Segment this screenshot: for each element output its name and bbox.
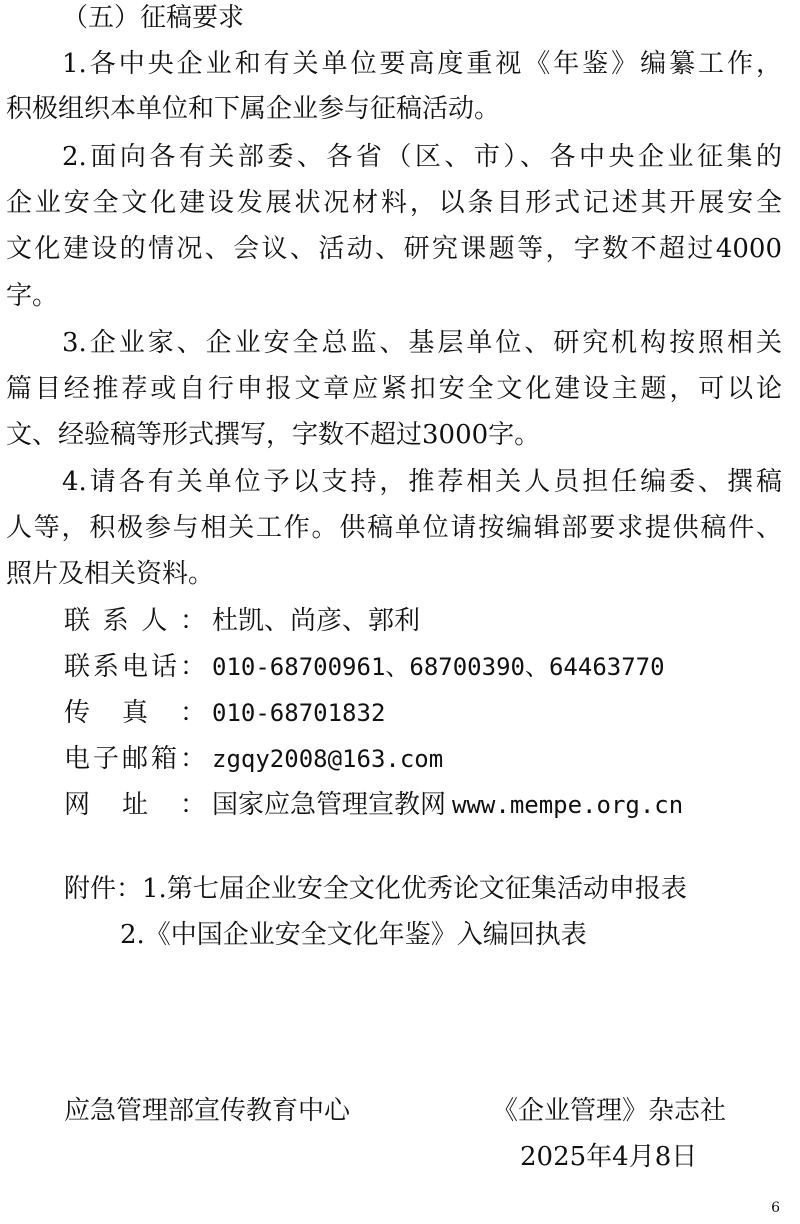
paragraph-4-line-1: 4.请各有关单位予以支持，推荐相关人员担任编委、撰稿 [62,467,782,497]
paragraph-2-line-1: 2.面向各有关部委、各省（区、市）、各中央企业征集的 [62,142,782,172]
contact-email-value: zgqy2008@163.com [212,745,444,773]
contact-fax-value: 010-68701832 [212,699,386,727]
paragraph-3-line-1: 3.企业家、企业安全总监、基层单位、研究机构按照相关 [62,328,782,358]
signature-org-left: 应急管理部宣传教育中心 [64,1096,351,1126]
contact-website-label: 网址： [64,790,206,820]
paragraph-1-line-2: 积极组织本单位和下属企业参与征稿活动。 [6,94,501,124]
contact-person-row [64,605,420,637]
page-number: 6 [771,1200,780,1216]
signature-date: 2025年4月8日 [520,1142,698,1172]
attachment-row-1 [64,873,687,905]
section-heading: （五）征稿要求 [62,3,245,33]
contact-website-row [64,789,683,821]
paragraph-3-line-2: 篇目经推荐或自行申报文章应紧扣安全文化建设主题，可以论 [6,374,782,404]
attachment-row-2 [120,919,587,951]
attachment-item-2: 2.《中国企业安全文化年鉴》入编回执表 [120,920,587,950]
signature-org-right: 《企业管理》杂志社 [492,1096,727,1126]
contact-person-label: 联系人： [64,606,206,636]
contact-website-url[interactable]: www.mempe.org.cn [452,791,684,819]
contact-phone-value: 010-68700961、68700390、64463770 [212,653,665,681]
contact-phone-label: 联系电话： [64,652,206,682]
contact-website-name: 国家应急管理宣教网 [212,790,447,820]
paragraph-2-line-3: 文化建设的情况、会议、活动、研究课题等，字数不超过4000 [6,234,782,264]
contact-email-row [64,743,443,775]
contact-fax-label: 传真： [64,698,206,728]
contact-email-label: 电子邮箱： [64,744,206,774]
paragraph-3-line-3: 文、经验稿等形式撰写，字数不超过3000字。 [6,420,541,450]
attachment-item-1: 1.第七届企业安全文化优秀论文征集活动申报表 [142,874,687,904]
paragraph-2-line-2: 企业安全文化建设发展状况材料，以条目形式记述其开展安全 [6,188,782,218]
paragraph-4-line-3: 照片及相关资料。 [6,559,215,589]
contact-person-value: 杜凯、尚彦、郭利 [212,606,421,636]
contact-fax-row [64,697,385,729]
attachment-label: 附件： [64,874,143,904]
contact-phone-row [64,651,665,683]
paragraph-4-line-2: 人等，积极参与相关工作。供稿单位请按编辑部要求提供稿件、 [6,513,782,543]
paragraph-1-line-1: 1.各中央企业和有关单位要高度重视《年鉴》编纂工作， [62,49,782,79]
paragraph-2-line-4: 字。 [6,281,59,311]
